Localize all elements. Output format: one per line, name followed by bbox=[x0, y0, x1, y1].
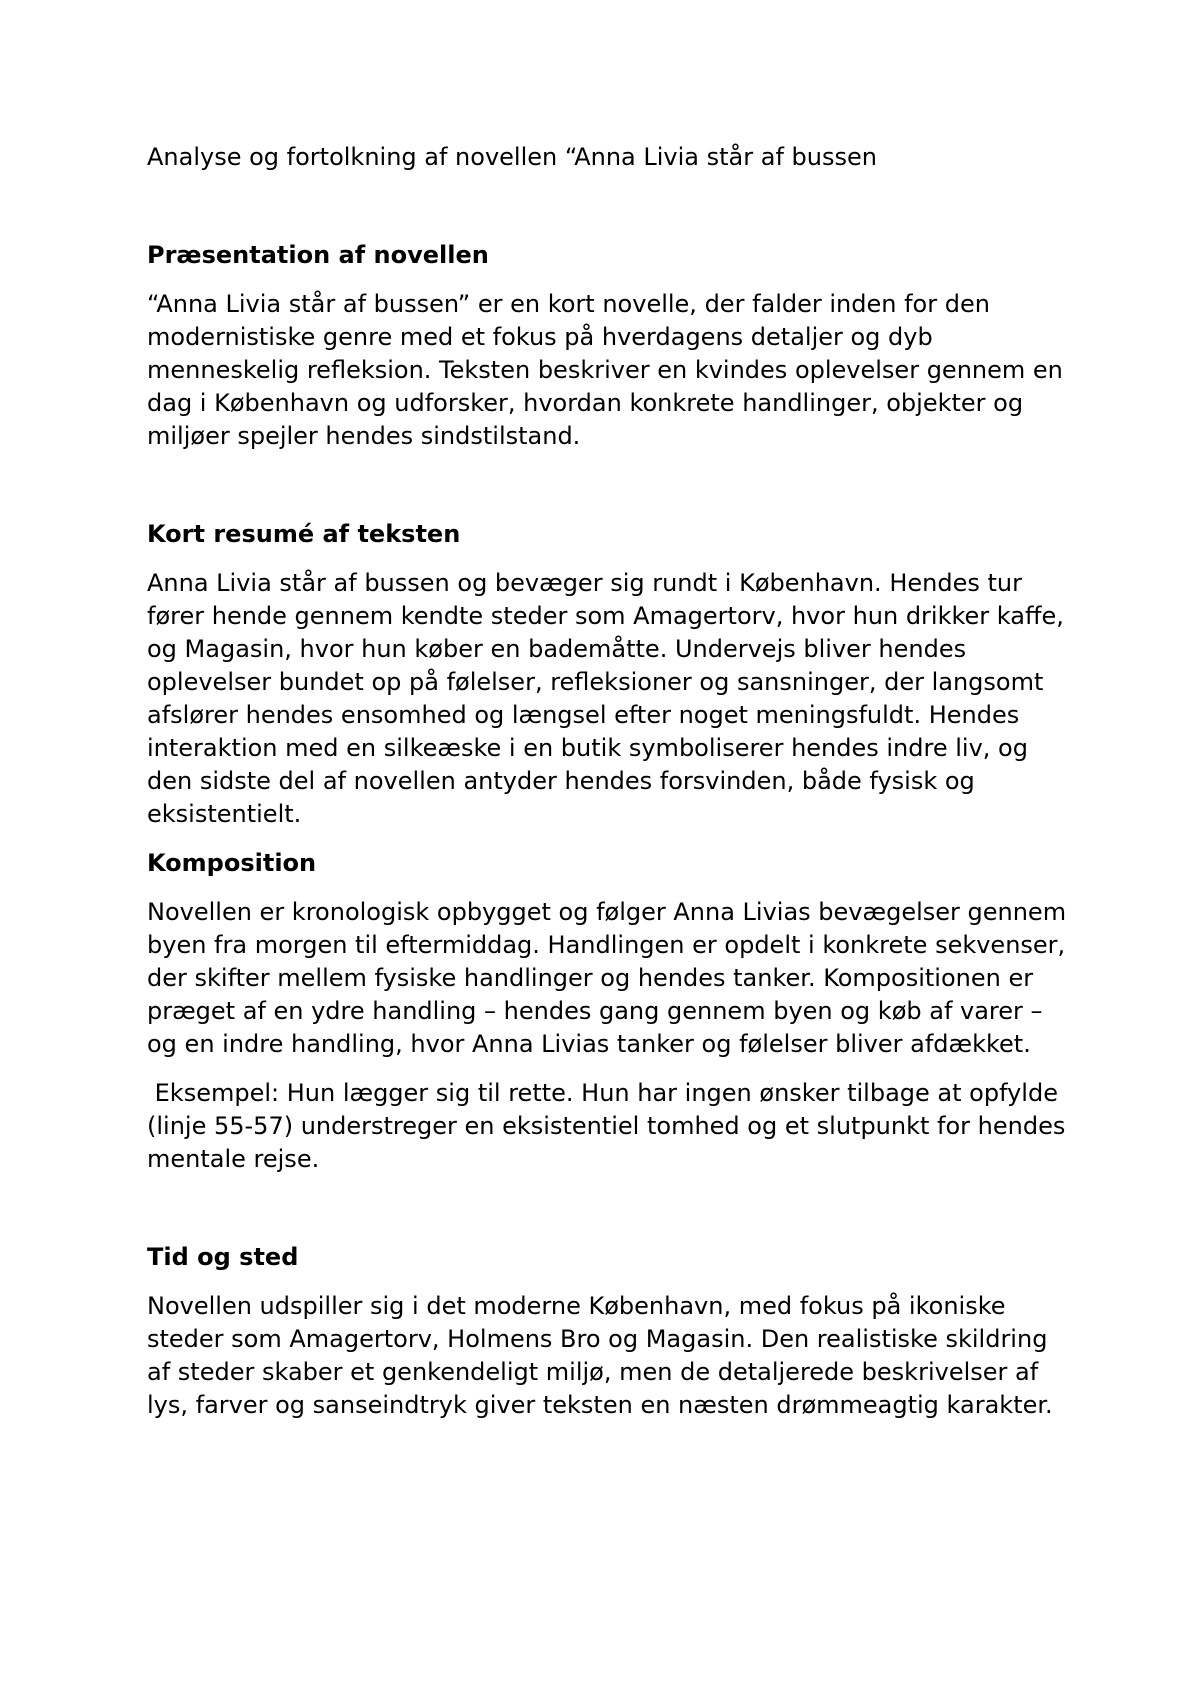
section-paragraph: Novellen er kronologisk opbygget og følger Anna Livias bevægelser gennem byen fra morgen til eftermiddag. Handlingen er opdelt i konkrete sekvenser, der skifter mellem fysiske handlinger og hendes tanker. Kompositionen er præget af en ydre handling – hendes gang gennem byen og køb af varer – og en indre handling, hvor Anna Livias tanker og følelser bliver afdækket. bbox=[147, 898, 1067, 1058]
section-heading-praesentation: Præsentation af novellen bbox=[147, 241, 489, 269]
document-title: Analyse og fortolkning af novellen “Anna Livia står af bussen bbox=[147, 143, 877, 171]
section-heading-resume: Kort resumé af teksten bbox=[147, 520, 461, 548]
section-paragraph-example: Eksempel: Hun lægger sig til rette. Hun har ingen ønsker tilbage at opfylde (linje 55-57) understreger en eksistentiel tomhed og et slutpunkt for hendes mentale rejse. bbox=[147, 1079, 1073, 1173]
section-heading-tid-og-sted: Tid og sted bbox=[147, 1243, 299, 1271]
section-heading-komposition: Komposition bbox=[147, 849, 317, 877]
section-paragraph: Anna Livia står af bussen og bevæger sig rundt i København. Hendes tur fører hende gennem kendte steder som Amagertorv, hvor hun drikker kaffe, og Magasin, hvor hun køber en bademåtte. Undervejs bliver hendes oplevelser bundet op på følelser, refleksioner og sansninger, der langsomt afslører hendes ensomhed og længsel efter noget meningsfuldt. Hendes interaktion med en silkeæske i en butik symboliserer hendes indre liv, og den sidste del af novellen antyder hendes forsvinden, både fysisk og eksistentielt. bbox=[147, 569, 1064, 828]
section-paragraph: “Anna Livia står af bussen” er en kort novelle, der falder inden for den modernistiske genre med et fokus på hverdagens detaljer og dyb menneskelig refleksion. Teksten beskriver en kvindes oplevelser gennem en dag i København og udforsker, hvordan konkrete handlinger, objekter og miljøer spejler hendes sindstilstand. bbox=[147, 290, 1063, 450]
document-page bbox=[147, 141, 1077, 1422]
section-paragraph: Novellen udspiller sig i det moderne København, med fokus på ikoniske steder som Amagertorv, Holmens Bro og Magasin. Den realistiske skildring af steder skaber et genkendeligt miljø, men de detaljerede beskrivelser af lys, farver og sanseindtryk giver teksten en næsten drømmeagtig karakter. bbox=[147, 1292, 1053, 1419]
